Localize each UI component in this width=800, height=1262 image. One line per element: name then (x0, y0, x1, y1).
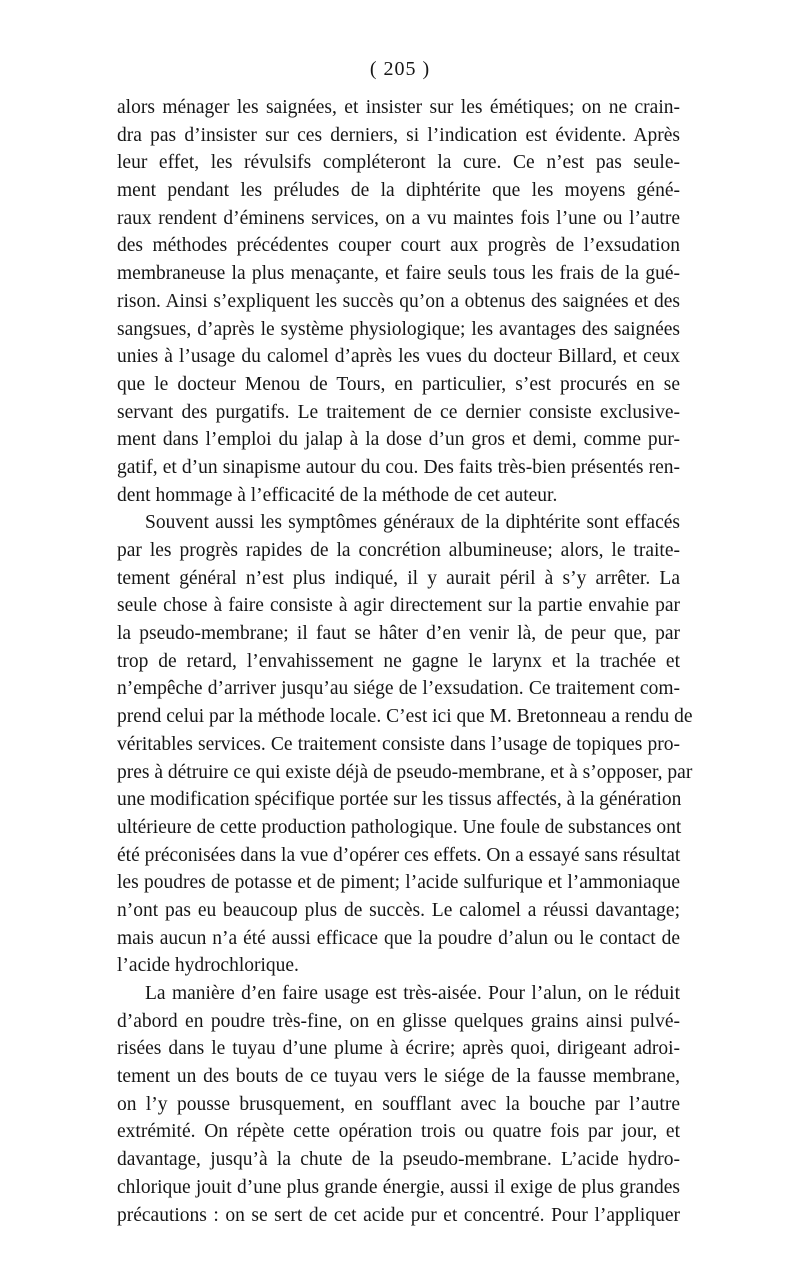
text-line: alors ménager les saignées, et insister sur les émétiques; on ne crain- (117, 97, 680, 118)
text-line: on l’y pousse brusquement, en soufflant avec la bouche par l’autre (117, 1093, 680, 1115)
text-line: davantage, jusqu’à la chute de la pseudo-membrane. L’acide hydro- (117, 1149, 680, 1171)
text-line: l’acide hydrochlorique. (117, 955, 299, 977)
text-line: tement un des bouts de ce tuyau vers le siége de la fausse membrane, (117, 1066, 680, 1088)
text-line: rison. Ainsi s’expliquent les succès qu’on a obtenus des saignées et des (117, 290, 680, 312)
text-line: des méthodes précédentes couper court aux progrès de l’exsudation (117, 235, 680, 257)
text-line: par les progrès rapides de la concrétion albumineuse; alors, le traite- (117, 540, 680, 561)
text-line: leur effet, les révulsifs compléteront la cure. Ce n’est pas seule- (117, 152, 680, 174)
text-line: véritables services. Ce traitement consiste dans l’usage de topiques pro- (117, 733, 680, 755)
text-line: pres à détruire ce qui existe déjà de pseudo-membrane, et à s’opposer, par (117, 761, 693, 783)
text-line: été préconisées dans la vue d’opérer ces effets. On a essayé sans résultat (117, 844, 681, 866)
text-line: Souvent aussi les symptômes généraux de la diphtérite sont effacés (145, 512, 680, 534)
text-line: unies à l’usage du calomel d’après les vues du docteur Billard, et ceux (117, 346, 680, 368)
text-line: ment pendant les préludes de la diphtérite que les moyens géné- (117, 180, 680, 202)
text-line: la pseudo-membrane; il faut se hâter d’en venir là, de peur que, par (117, 623, 680, 645)
text-line: n’empêche d’arriver jusqu’au siége de l’exsudation. Ce traitement com- (117, 678, 680, 700)
text-line: sangsues, d’après le système physiologique; les avantages des saignées (117, 318, 680, 340)
text-line: extrémité. On répète cette opération trois ou quatre fois par jour, et (117, 1121, 680, 1143)
text-line: prend celui par la méthode locale. C’est ici que M. Bretonneau a rendu de (117, 706, 693, 728)
page-number: ( 205 ) (369, 58, 431, 80)
text-line: La manière d’en faire usage est très-aisée. Pour l’alun, on le réduit (145, 983, 680, 1004)
paragraph (117, 980, 680, 1229)
text-line: gatif, et d’un sinapisme autour du cou. Des faits très-bien présentés ren- (117, 456, 680, 478)
paragraph (117, 509, 693, 980)
text-line: trop de retard, l’envahissement ne gagne le larynx et la trachée et (117, 650, 680, 672)
text-line: tement général n’est plus indiqué, il y aurait péril à s’y arrêter. La (117, 567, 680, 589)
text-line: les poudres de potasse et de piment; l’acide sulfurique et l’ammoniaque (117, 872, 680, 894)
text-line: seule chose à faire consiste à agir directement sur la partie envahie par (117, 595, 680, 617)
text-line: membraneuse la plus menaçante, et faire seuls tous les frais de la gué- (117, 263, 680, 285)
text-line: dent hommage à l’efficacité de la méthode de cet auteur. (117, 484, 558, 506)
text-line: n’ont pas eu beaucoup plus de succès. Le calomel a réussi davantage; (117, 899, 680, 921)
text-line: une modification spécifique portée sur les tissus affectés, à la génération (117, 789, 682, 811)
text-line: d’abord en poudre très-fine, on en glisse quelques grains ainsi pulvé- (117, 1010, 680, 1032)
text-line: chlorique jouit d’une plus grande énergie, aussi il exige de plus grandes (117, 1176, 680, 1198)
text-line: servant des purgatifs. Le traitement de ce dernier consiste exclusive- (117, 401, 680, 423)
text-line: dra pas d’insister sur ces derniers, si l’indication est évidente. Après (117, 124, 680, 146)
text-line: que le docteur Menou de Tours, en particulier, s’est procurés en se (117, 373, 680, 395)
text-line: précautions : on se sert de cet acide pur et concentré. Pour l’appliquer (117, 1204, 680, 1226)
text-line: ment dans l’emploi du jalap à la dose d’un gros et demi, comme pur- (117, 429, 680, 451)
paragraph (117, 94, 680, 509)
body-text (117, 94, 693, 1229)
text-line: ultérieure de cette production pathologique. Une foule de substances ont (117, 816, 682, 838)
text-line: mais aucun n’a été aussi efficace que la poudre d’alun ou le contact de (117, 927, 680, 949)
text-line: raux rendent d’éminens services, on a vu maintes fois l’une ou l’autre (117, 207, 680, 229)
text-line: risées dans le tuyau d’une plume à écrire; après quoi, dirigeant adroi- (117, 1038, 680, 1060)
